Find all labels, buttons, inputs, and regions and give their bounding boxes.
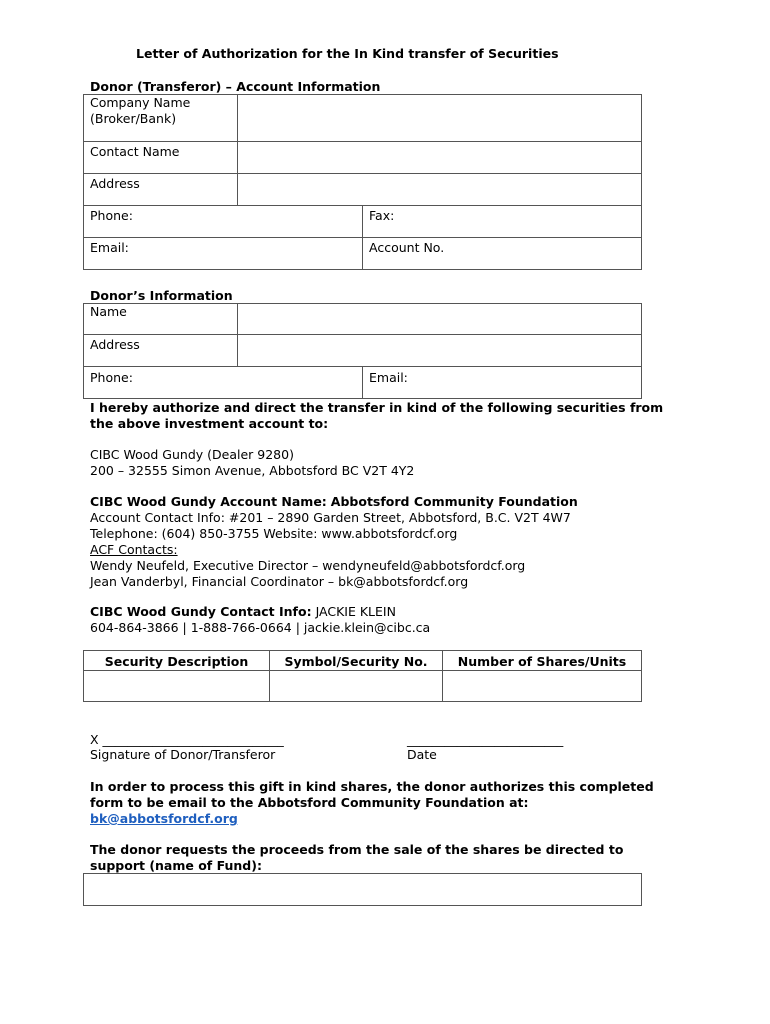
account-contact-info: Account Contact Info: #201 – 2890 Garden Street, Abbotsford, B.C. V2T 4W7: [90, 510, 571, 525]
donor-account-table: [83, 94, 642, 270]
account-telephone: Telephone: (604) 850-3755 Website: www.abbotsfordcf.org: [90, 526, 458, 541]
account-number-field[interactable]: Account No.: [363, 238, 642, 270]
security-description-cell[interactable]: [84, 671, 270, 702]
document-title: Letter of Authorization for the In Kind transfer of Securities: [136, 46, 559, 61]
date-label: Date: [407, 747, 437, 762]
donor-info-heading: Donor’s Information: [90, 288, 233, 303]
shares-header: Number of Shares/Units: [443, 651, 642, 671]
account-name-value: Abbotsford Community Foundation: [330, 494, 578, 509]
donor-email-field[interactable]: Email:: [363, 367, 642, 399]
company-name-label: Company Name (Broker/Bank): [84, 95, 238, 142]
cibc-contact-details: 604-864-3866 | 1-888-766-0664 | jackie.klein@cibc.ca: [90, 620, 431, 635]
acf-contact-2: Jean Vanderbyl, Financial Coordinator – bk@abbotsfordcf.org: [90, 574, 469, 589]
fax-field[interactable]: Fax:: [363, 206, 642, 238]
contact-name-field[interactable]: [238, 142, 642, 174]
date-line[interactable]: _________________________: [407, 732, 564, 747]
company-name-field[interactable]: [238, 95, 642, 142]
acf-contacts-label: ACF Contacts:: [90, 542, 178, 557]
symbol-cell[interactable]: [270, 671, 443, 702]
authorize-line-1: I hereby authorize and direct the transfer in kind of the following securities from: [90, 400, 664, 415]
process-email-link[interactable]: bk@abbotsfordcf.org: [90, 811, 238, 826]
signature-line[interactable]: X _____________________________: [90, 732, 284, 747]
process-line-1: In order to process this gift in kind shares, the donor authorizes this completed: [90, 779, 654, 794]
phone-field[interactable]: Phone:: [84, 206, 363, 238]
donor-info-table: [83, 303, 642, 399]
dealer-line-1: CIBC Wood Gundy (Dealer 9280): [90, 447, 294, 462]
signature-label: Signature of Donor/Transferor: [90, 747, 276, 762]
proceeds-line-2: support (name of Fund):: [90, 858, 262, 873]
acf-contact-1: Wendy Neufeld, Executive Director – wendyneufeld@abbotsfordcf.org: [90, 558, 526, 573]
cibc-contact-name: JACKIE KLEIN: [315, 604, 396, 619]
process-line-2: form to be email to the Abbotsford Community Foundation at:: [90, 795, 529, 810]
donor-name-label: Name: [84, 304, 238, 335]
shares-cell[interactable]: [443, 671, 642, 702]
security-description-header: Security Description: [84, 651, 270, 671]
address-label: Address: [84, 174, 238, 206]
address-field[interactable]: [238, 174, 642, 206]
donor-account-heading: Donor (Transferor) – Account Information: [90, 79, 381, 94]
donor-name-field[interactable]: [238, 304, 642, 335]
donor-address-label: Address: [84, 335, 238, 367]
proceeds-line-1: The donor requests the proceeds from the sale of the shares be directed to: [90, 842, 624, 857]
donor-address-field[interactable]: [238, 335, 642, 367]
cibc-contact-label: CIBC Wood Gundy Contact Info:: [90, 604, 312, 619]
authorize-line-2: the above investment account to:: [90, 416, 329, 431]
dealer-line-2: 200 – 32555 Simon Avenue, Abbotsford BC V2T 4Y2: [90, 463, 415, 478]
contact-name-label: Contact Name: [84, 142, 238, 174]
account-name-line: [90, 494, 578, 510]
account-name-label: CIBC Wood Gundy Account Name:: [90, 494, 327, 509]
donor-phone-field[interactable]: Phone:: [84, 367, 363, 399]
symbol-header: Symbol/Security No.: [270, 651, 443, 671]
securities-table: [83, 650, 642, 702]
email-field[interactable]: Email:: [84, 238, 363, 270]
fund-name-field[interactable]: [83, 873, 642, 906]
cibc-contact-line: [90, 604, 396, 620]
